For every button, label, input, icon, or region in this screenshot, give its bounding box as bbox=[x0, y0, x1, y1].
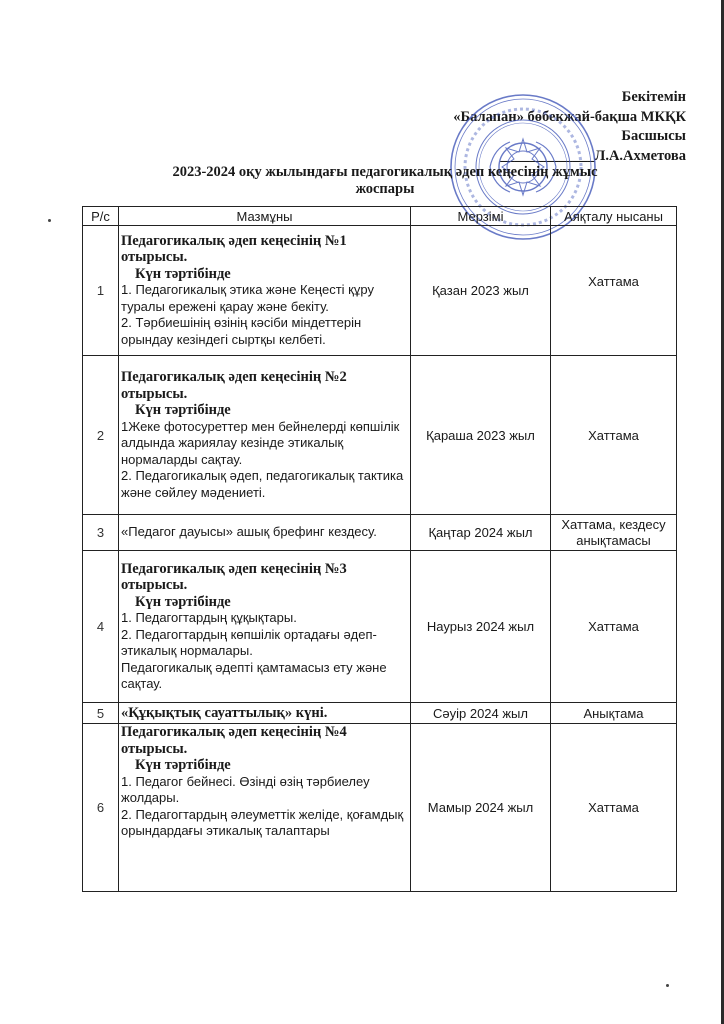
approval-position: Басшысы bbox=[621, 128, 686, 144]
agenda-item: 1. Педагогикалық этика және Кеңесті құру туралы ережені қарау және бекіту. bbox=[121, 282, 374, 314]
row-number: 5 bbox=[83, 703, 119, 724]
row-deadline: Қазан 2023 жыл bbox=[411, 226, 551, 356]
agenda-item: 1. Педагог бейнесі. Өзінді өзің тәрбиелеу жолдары. bbox=[121, 773, 370, 805]
row-completion-form: Хаттама, кездесу анықтамасы bbox=[551, 515, 677, 551]
plan-table bbox=[82, 206, 677, 892]
row-number: 2 bbox=[83, 356, 119, 515]
scan-speck bbox=[666, 984, 669, 987]
meeting-heading: Педагогикалық әдеп кеңесінің №1 отырысы. bbox=[121, 232, 347, 266]
row-content bbox=[119, 356, 411, 515]
row-content bbox=[119, 226, 411, 356]
agenda-label: Күн тәртібінде bbox=[135, 265, 231, 282]
table-row bbox=[83, 356, 677, 515]
meeting-heading: Педагогикалық әдеп кеңесінің №3 отырысы. bbox=[121, 560, 347, 593]
row-completion-form: Анықтама bbox=[551, 703, 677, 724]
row-deadline: Мамыр 2024 жыл bbox=[411, 724, 551, 892]
approval-line: Бекітемін bbox=[621, 89, 686, 105]
meeting-heading: Педагогикалық әдеп кеңесінің №4 отырысы. bbox=[121, 724, 347, 757]
approval-organization: «Балапан» бөбекжай-бақша МКҚК bbox=[453, 108, 686, 125]
row-content bbox=[119, 551, 411, 703]
table-row bbox=[83, 226, 677, 356]
row-deadline: Сәуір 2024 жыл bbox=[411, 703, 551, 724]
agenda-item: 2. Педагогтардың әлеуметтік желіде, қоғамдық орындардағы этикалық талаптары bbox=[121, 806, 404, 838]
row-deadline: Наурыз 2024 жыл bbox=[411, 551, 551, 703]
title-line: 2023-2024 оқу жылындағы педагогикалық әдеп кеңесінің жұмыс bbox=[172, 164, 598, 180]
header-deadline: Мерзімі bbox=[411, 207, 551, 226]
row-deadline: Қараша 2023 жыл bbox=[411, 356, 551, 515]
header-content: Мазмұны bbox=[119, 207, 411, 226]
document-title bbox=[95, 164, 675, 198]
agenda-label: Күн тәртібінде bbox=[135, 402, 231, 418]
row-completion-form: Хаттама bbox=[551, 226, 677, 356]
row-content bbox=[119, 724, 411, 892]
row-number: 3 bbox=[83, 515, 119, 551]
agenda-label: Күн тәртібінде bbox=[135, 757, 231, 773]
row-deadline: Қаңтар 2024 жыл bbox=[411, 515, 551, 551]
event-heading: «Құқықтық сауаттылық» күні. bbox=[121, 704, 328, 721]
header-completion-form: Аяқталу нысаны bbox=[551, 207, 677, 226]
row-number: 4 bbox=[83, 551, 119, 703]
table-row bbox=[83, 703, 677, 724]
agenda-item: 2. Педагогтардың көпшілік ортадағы әдеп-этикалық нормалары. bbox=[121, 626, 377, 658]
row-content bbox=[119, 703, 411, 724]
table-row bbox=[83, 724, 677, 892]
row-number: 1 bbox=[83, 226, 119, 356]
scan-speck bbox=[48, 219, 51, 222]
table-row bbox=[83, 515, 677, 551]
agenda-item: 1. Педагогтардың құқықтары. bbox=[121, 610, 297, 625]
title-line: жоспары bbox=[355, 181, 415, 197]
row-completion-form: Хаттама bbox=[551, 551, 677, 703]
table-header-row bbox=[83, 207, 677, 226]
agenda-item: 2. Педагогикалық әдеп, педагогикалық тактика және сөйлеу мәдениеті. bbox=[121, 468, 404, 500]
row-content: «Педагог дауысы» ашық брефинг кездесу. bbox=[119, 515, 411, 551]
table-row bbox=[83, 551, 677, 703]
agenda-label: Күн тәртібінде bbox=[135, 593, 231, 610]
row-completion-form: Хаттама bbox=[551, 724, 677, 892]
agenda-item: 2. Тәрбиешінің өзінің кәсіби міндеттерін орындау кезіндегі сыртқы келбеті. bbox=[121, 315, 362, 347]
row-completion-form: Хаттама bbox=[551, 356, 677, 515]
header-number: Р/с bbox=[83, 207, 119, 226]
row-number: 6 bbox=[83, 724, 119, 892]
agenda-item: 1Жеке фотосуреттер мен бейнелерді көпшілік алдында жариялау кезінде этикалық нормаларды сақтау. bbox=[121, 418, 400, 467]
meeting-heading: Педагогикалық әдеп кеңесінің №2 отырысы. bbox=[121, 369, 347, 402]
agenda-item: Педагогикалық әдепті қамтамасыз ету және сақтау. bbox=[121, 659, 387, 691]
approval-signatory: _____________Л.А.Ахметова bbox=[500, 147, 686, 164]
